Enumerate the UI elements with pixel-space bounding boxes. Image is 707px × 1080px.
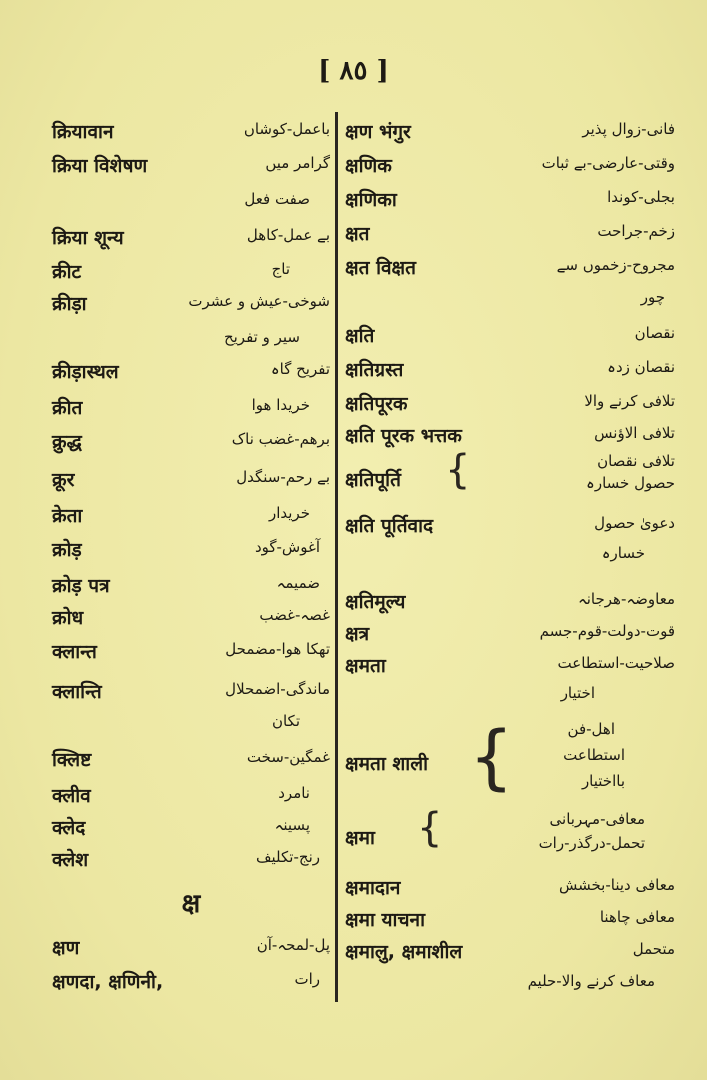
entry bbox=[345, 186, 675, 222]
headword: क्रीड़ास्थल bbox=[52, 361, 119, 383]
entry bbox=[52, 466, 330, 502]
column-divider bbox=[335, 112, 338, 1002]
headword: क्रोड़ bbox=[52, 539, 82, 561]
gloss: نقصان زدہ bbox=[607, 358, 675, 376]
entry bbox=[345, 938, 675, 974]
gloss-line: استطاعت bbox=[563, 746, 625, 764]
gloss: تھکا ھوا-مضمحل bbox=[225, 640, 330, 658]
headword: क्लान्ति bbox=[52, 681, 102, 703]
headword: क्लेद bbox=[52, 817, 86, 839]
gloss: پسینہ bbox=[274, 816, 310, 834]
entry bbox=[345, 512, 675, 548]
headword: क्षणिका bbox=[345, 189, 397, 211]
gloss-line: معافی-مہربانی bbox=[549, 810, 645, 828]
headword: क्षमा याचना bbox=[345, 909, 425, 931]
entry bbox=[345, 152, 675, 188]
gloss: معاوضہ-ھرجانہ bbox=[577, 590, 675, 608]
headword: क्षमालु, क्षमाशील bbox=[345, 941, 463, 963]
entry bbox=[52, 814, 330, 850]
gloss-continuation: چور bbox=[640, 288, 665, 306]
gloss-continuation: صفت فعل bbox=[244, 190, 310, 208]
brace: { bbox=[445, 447, 471, 493]
entry bbox=[52, 118, 330, 154]
gloss-continuation: اختیار bbox=[560, 684, 595, 702]
headword: क्षति bbox=[345, 325, 375, 347]
headword: क्षणदा, क्षणिनी, bbox=[52, 971, 164, 993]
headword: क्रिया शून्य bbox=[52, 227, 124, 249]
headword: क्लान्त bbox=[52, 641, 97, 663]
entry bbox=[345, 390, 675, 426]
headword: क्रीत bbox=[52, 397, 83, 419]
gloss: دعویٰ حصول bbox=[594, 514, 675, 532]
headword: क्रिया विशेषण bbox=[52, 155, 148, 177]
brace: { bbox=[469, 716, 514, 798]
gloss: صلاحیت-استطاعت bbox=[557, 654, 675, 672]
entry bbox=[345, 874, 675, 910]
entry bbox=[345, 652, 675, 688]
headword: क्रूर bbox=[52, 469, 75, 491]
headword: क्षति पूरक भत्तक bbox=[345, 425, 462, 447]
entry bbox=[345, 906, 675, 942]
brace: { bbox=[417, 805, 443, 851]
entry bbox=[52, 604, 330, 640]
headword: क्षण bbox=[52, 937, 80, 959]
entry bbox=[52, 428, 330, 464]
gloss: باعمل-کوشاں bbox=[243, 120, 330, 138]
gloss-line: حصول خسارہ bbox=[586, 474, 675, 492]
gloss: آغوش-گود bbox=[254, 538, 320, 556]
headword: क्षत bbox=[345, 223, 370, 245]
gloss: غصہ-غضب bbox=[259, 606, 330, 624]
gloss: متحمل bbox=[632, 940, 675, 958]
entry bbox=[52, 258, 330, 294]
entry bbox=[345, 118, 675, 154]
entry bbox=[52, 572, 330, 608]
headword: क्षतिपूरक bbox=[345, 393, 408, 415]
entry bbox=[52, 782, 330, 818]
entry bbox=[52, 678, 330, 714]
entry bbox=[345, 356, 675, 392]
gloss: تاج bbox=[271, 260, 290, 278]
gloss: بے عمل-کاھل bbox=[246, 226, 330, 244]
entry bbox=[52, 394, 330, 430]
entry bbox=[345, 254, 675, 290]
gloss: تلافی الاؤنس bbox=[594, 424, 675, 442]
headword: क्रोड़ पत्र bbox=[52, 575, 110, 597]
gloss: بجلی-کوندا bbox=[607, 188, 675, 206]
gloss: شوخی-عیش و عشرت bbox=[188, 292, 330, 310]
entry bbox=[52, 224, 330, 260]
entry bbox=[345, 588, 675, 624]
gloss: مجروح-زخموں سے bbox=[556, 256, 675, 274]
headword: क्रेता bbox=[52, 505, 83, 527]
entry bbox=[345, 620, 675, 656]
entry bbox=[52, 290, 330, 326]
gloss: تفریح گاہ bbox=[270, 360, 330, 378]
entry bbox=[52, 638, 330, 674]
gloss: زخم-جراحت bbox=[597, 222, 675, 240]
headword: क्रियावान bbox=[52, 121, 114, 143]
gloss: نامرد bbox=[278, 784, 310, 802]
gloss-line: تحمل-درگذر-رات bbox=[538, 834, 645, 852]
headword: क्षत विक्षत bbox=[345, 257, 417, 279]
entry bbox=[52, 746, 330, 782]
gloss: غمگین-سخت bbox=[246, 748, 330, 766]
gloss: ضمیمہ bbox=[276, 574, 320, 592]
headword: क्रुद्ध bbox=[52, 431, 82, 453]
headword: क्षमा bbox=[345, 827, 375, 849]
headword: क्षत्र bbox=[345, 623, 370, 645]
headword: क्षणिक bbox=[345, 155, 392, 177]
headword: क्षतिपूर्ति bbox=[345, 469, 401, 491]
entry bbox=[52, 968, 330, 1004]
headword: क्रीड़ा bbox=[52, 293, 87, 315]
gloss: رنج-تکلیف bbox=[256, 848, 320, 866]
gloss-line: تلافی نقصان bbox=[597, 452, 675, 470]
section-letter: क्ष bbox=[181, 889, 201, 919]
headword: क्रोध bbox=[52, 607, 84, 629]
entry bbox=[52, 536, 330, 572]
entry bbox=[52, 358, 330, 394]
gloss: بے رحم-سنگدل bbox=[236, 468, 330, 486]
gloss: معافی چاھنا bbox=[599, 908, 675, 926]
left-column bbox=[52, 0, 330, 1080]
entry bbox=[52, 502, 330, 538]
gloss: تلافی کرنے والا bbox=[584, 392, 675, 410]
entry bbox=[52, 152, 330, 188]
entry bbox=[345, 322, 675, 358]
headword: क्रीट bbox=[52, 261, 82, 283]
gloss: رات bbox=[294, 970, 320, 988]
headword: क्षमता bbox=[345, 655, 386, 677]
gloss: معافی دینا-بخشش bbox=[558, 876, 675, 894]
gloss-line: بااختیار bbox=[581, 772, 625, 790]
gloss-continuation: تکان bbox=[271, 712, 300, 730]
gloss: نقصان bbox=[634, 324, 675, 342]
headword: क्षण भंगुर bbox=[345, 121, 411, 143]
headword: क्षतिमूल्य bbox=[345, 591, 406, 613]
gloss: ماندگی-اضمحلال bbox=[225, 680, 330, 698]
gloss: پل-لمحہ-آن bbox=[256, 936, 330, 954]
gloss: فانی-زوال پذیر bbox=[582, 120, 675, 138]
entry bbox=[345, 220, 675, 256]
headword: क्षति पूर्तिवाद bbox=[345, 515, 434, 537]
headword: क्लीव bbox=[52, 785, 91, 807]
headword: क्षतिग्रस्त bbox=[345, 359, 404, 381]
gloss: وقتی-عارضی-بے ثبات bbox=[541, 154, 675, 172]
gloss-continuation: معاف کرنے والا-حلیم bbox=[527, 972, 655, 990]
gloss-continuation: سیر و تفریح bbox=[223, 328, 300, 346]
headword: क्षमादान bbox=[345, 877, 401, 899]
right-column bbox=[345, 0, 675, 1080]
page-number: [ ٨٥ ] bbox=[318, 56, 389, 86]
gloss: قوت-دولت-قوم-جسم bbox=[539, 622, 675, 640]
headword: क्लेश bbox=[52, 849, 89, 871]
gloss: خریدا ھوا bbox=[251, 396, 310, 414]
gloss: برھم-غضب ناک bbox=[231, 430, 330, 448]
entry bbox=[52, 934, 330, 970]
gloss-continuation: خسارہ bbox=[601, 544, 645, 562]
headword: क्षमता शाली bbox=[345, 753, 428, 775]
entry bbox=[52, 846, 330, 882]
gloss-line: اھل-فن bbox=[567, 720, 615, 738]
headword: क्लिष्ट bbox=[52, 749, 92, 771]
gloss: گرامر میں bbox=[265, 154, 330, 172]
gloss: خریدار bbox=[268, 504, 310, 522]
